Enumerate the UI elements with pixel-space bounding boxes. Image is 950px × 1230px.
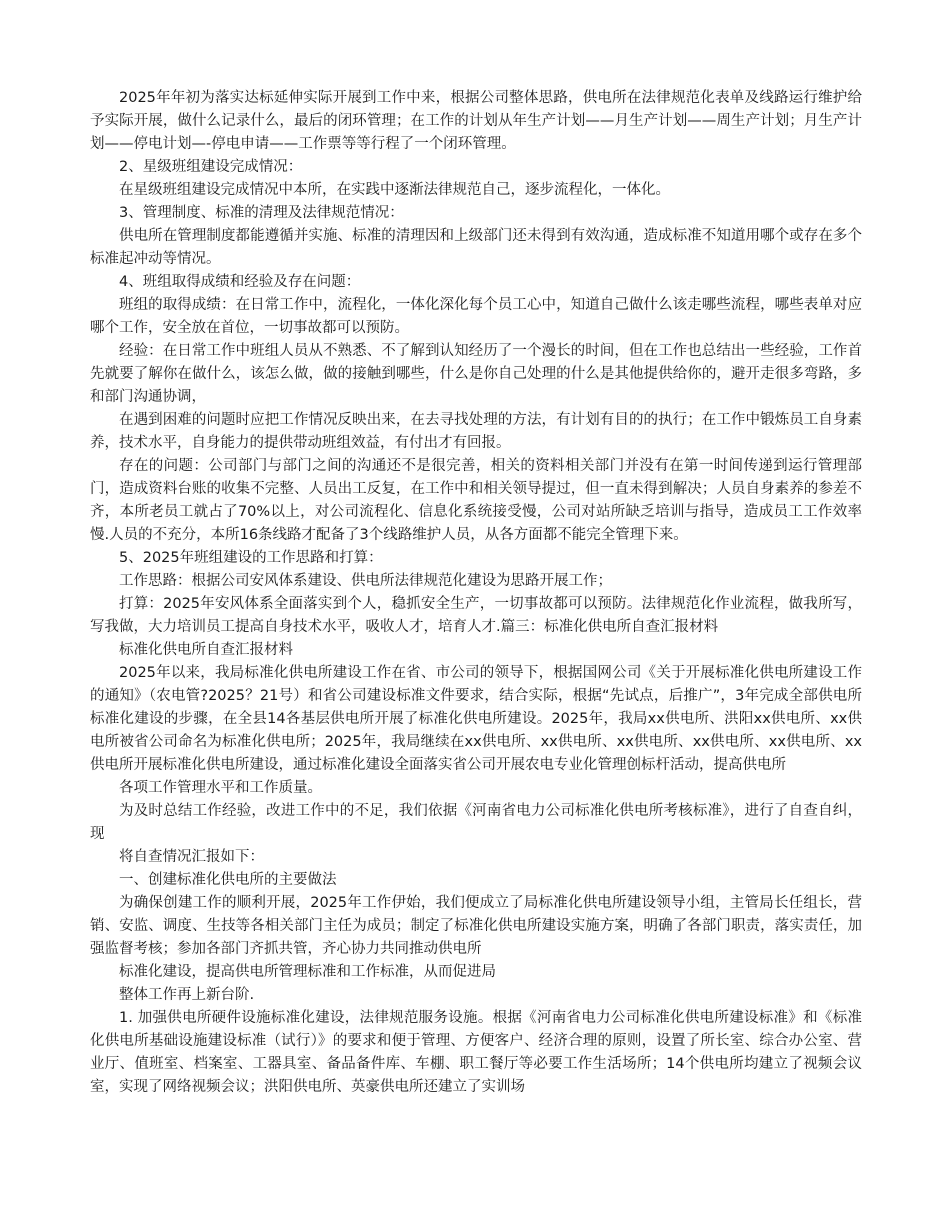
body-paragraph: 将自查情况汇报如下：	[119, 849, 264, 865]
section-heading: 4、班组取得成绩和经验及存在问题：	[119, 274, 361, 290]
body-paragraph: 经验：在日常工作中班组人员从不熟悉、不了解到认知经历了一个漫长的时间，但在工作也总结出一些经验，工作首先就要了解你在做什么，该怎么做，做的接触到哪些，什么是你自己处理的什么是其他提供给你的，避开走很多弯路，多和部门沟通协调，	[90, 343, 862, 405]
section-heading: 2、星级班组建设完成情况：	[119, 159, 303, 175]
section-heading: 3、管理制度、标准的清理及法律规范情况：	[119, 205, 404, 221]
body-paragraph: 在遇到困难的问题时应把工作情况反映出来，在去寻找处理的方法，有计划有目的的执行；在工作中锻炼员工自身素养，技术水平，自身能力的提供带动班组效益，有付出才有回报。	[90, 412, 862, 451]
section-heading: 一、创建标准化供电所的主要做法	[119, 872, 337, 888]
body-paragraph: 班组的取得成绩：在日常工作中，流程化，一体化深化每个员工心中，知道自己做什么该走哪些流程，哪些表单对应哪个工作，安全放在首位，一切事故都可以预防。	[90, 297, 862, 336]
body-paragraph: 整体工作再上新台阶.	[119, 987, 255, 1003]
body-paragraph: 工作思路：根据公司安风体系建设、供电所法律规范化建设为思路开展工作；	[119, 573, 612, 589]
body-paragraph: 2025年以来，我局标准化供电所建设工作在省、市公司的领导下，根据国网公司《关于开展标准化供电所建设工作的通知》（农电管?2025？21号）和省公司建设标准文件要求，结合实际，根据“先试点，后推广”，3年完成全部供电所标准化建设的步骤，在全县14各基层供电所开展了标准化供电所建设。2025年，我局xx供电所、洪阳xx供电所、xx供电所被省公司命名为标准化供电所；2025年，我局继续在xx供电所、xx供电所、xx供电所、xx供电所、xx供电所、xx供电所开展标准化供电所建设，通过标准化建设全面落实省公司开展农电专业化管理创标杆活动，提高供电所	[90, 665, 862, 773]
body-paragraph: 供电所在管理制度都能遵循并实施、标准的清理因和上级部门还未得到有效沟通，造成标准不知道用哪个或存在多个标准起冲动等情况。	[90, 228, 862, 267]
body-paragraph: 标准化建设，提高供电所管理标准和工作标准，从而促进局	[119, 964, 496, 980]
body-paragraph: 各项工作管理水平和工作质量。	[119, 780, 322, 796]
section-heading: 5、2025年班组建设的工作思路和打算：	[119, 550, 383, 566]
body-paragraph: 2025年年初为落实达标延伸实际开展到工作中来，根据公司整体思路，供电所在法律规范化表单及线路运行维护给予实际开展，做什么记录什么，最后的闭环管理；在工作的计划从年生产计划——月生产计划——周生产计划；月生产计划——停电计划—-停电申请——工作票等等行程了一个闭环管理。	[90, 90, 862, 152]
body-paragraph: 为确保创建工作的顺利开展，2025年工作伊始，我们便成立了局标准化供电所建设领导小组，主管局长任组长，营销、安监、调度、生技等各相关部门主任为成员；制定了标准化供电所建设实施方案，明确了各部门职责，落实责任，加强监督考核；参加各部门齐抓共管，齐心协力共同推动供电所	[90, 895, 862, 957]
body-paragraph: 为及时总结工作经验，改进工作中的不足，我们依据《河南省电力公司标准化供电所考核标准》，进行了自查自纠，现	[90, 803, 862, 842]
body-paragraph: 1. 加强供电所硬件设施标准化建设，法律规范服务设施。根据《河南省电力公司标准化供电所建设标准》和《标准化供电所基础设施建设标准（试行）》的要求和便于管理、方便客户、经济合理的原则，设置了所长室、综合办公室、营业厅、值班室、档案室、工器具室、备品备件库、车棚、职工餐厅等必要工作生活场所；14个供电所均建立了视频会议室，实现了网络视频会议；洪阳供电所、英豪供电所还建立了实训场	[90, 1010, 862, 1095]
body-paragraph: 打算：2025年安风体系全面落实到个人，稳抓安全生产，一切事故都可以预防。法律规范化作业流程，做我所写，写我做，大力培训员工提高自身技术水平，吸收人才，培育人才.篇三：标准化供电所自查汇报材料	[90, 596, 862, 635]
body-paragraph: 在星级班组建设完成情况中本所，在实践中逐渐法律规范自己，逐步流程化，一体化。	[119, 182, 670, 198]
document-title: 标准化供电所自查汇报材料	[119, 642, 293, 658]
body-paragraph: 存在的问题：公司部门与部门之间的沟通还不是很完善，相关的资料相关部门并没有在第一时间传递到运行管理部门，造成资料台账的收集不完整、人员出工反复，在工作中和相关领导提过，但一直未得到解决；人员自身素养的参差不齐，本所老员工就占了70%以上，对公司流程化、信息化系统接受慢，公司对站所缺乏培训与指导，造成员工工作效率慢.人员的不充分，本所16条线路才配备了3个线路维护人员，从各方面都不能完全管理下来。	[90, 458, 862, 543]
document-body	[90, 87, 862, 1099]
